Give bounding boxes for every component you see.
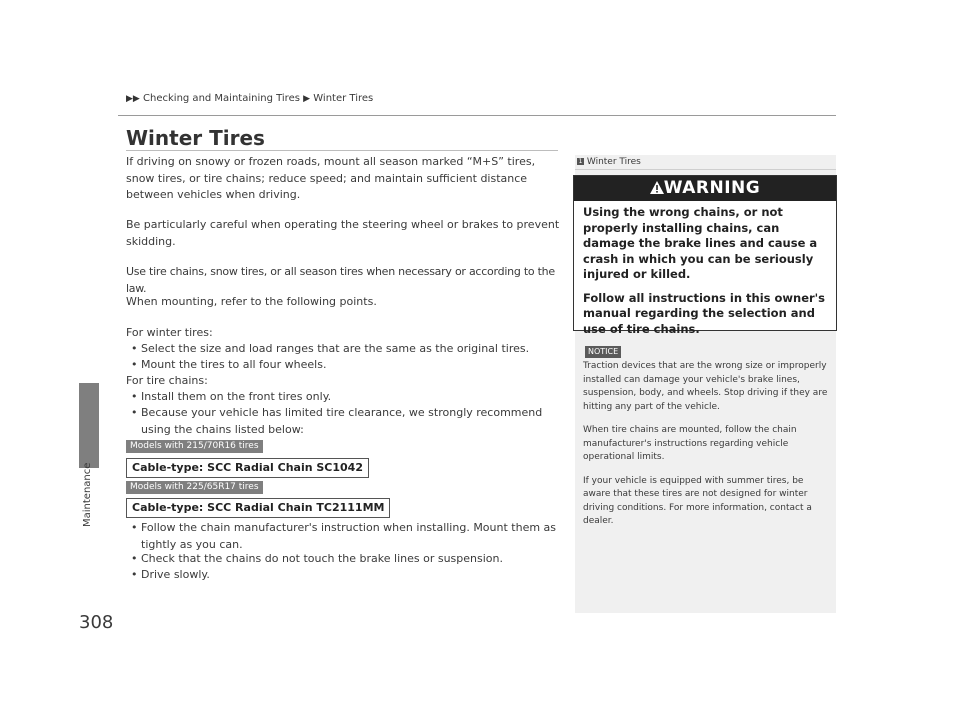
warning-text: Using the wrong chains, or not properly installing chains, can damage the brake lines and cause a crash in which you can be seriously injured or killed. Follow all instructions in this owner's manual regarding the selection and use of tire chains. xyxy=(583,205,826,336)
header-divider xyxy=(118,115,836,116)
model-tag: Models with 225/65R17 tires xyxy=(126,481,263,494)
page-number: 308 xyxy=(79,612,114,633)
list-item: • Follow the chain manufacturer's instruction when installing. Mount them as tightly as you can. xyxy=(131,521,557,551)
title-underline xyxy=(126,150,558,151)
list-item: • Select the size and load ranges that are the same as the original tires. xyxy=(131,342,530,355)
breadcrumb-current: Winter Tires xyxy=(313,93,374,104)
list-item: • Drive slowly. xyxy=(131,568,210,581)
list-item: • Install them on the front tires only. xyxy=(131,390,332,403)
caution-paragraph: Be particularly careful when operating the steering wheel or brakes to prevent skidding. xyxy=(126,218,560,248)
reference-icon: 1 xyxy=(578,158,583,165)
mounting-paragraph: When mounting, refer to the following points. xyxy=(126,295,377,308)
list-item: • Check that the chains do not touch the brake lines or suspension. xyxy=(131,552,503,565)
warning-triangle-icon xyxy=(650,181,664,194)
chain-spec-box: Cable-type: SCC Radial Chain SC1042 xyxy=(126,458,369,478)
list-item: • Because your vehicle has limited tire clearance, we strongly recommend using the chains listed below: xyxy=(131,406,543,436)
breadcrumb xyxy=(126,93,373,104)
law-paragraph: Use tire chains, snow tires, or all season tires when necessary or according to the law. xyxy=(126,265,555,295)
model-tag: Models with 215/70R16 tires xyxy=(126,440,263,453)
section-tab xyxy=(79,383,99,468)
breadcrumb-arrow-icon: ▶ xyxy=(303,94,311,104)
tire-chains-heading: For tire chains: xyxy=(126,374,208,387)
sidebar-heading[interactable]: 1 Winter Tires xyxy=(578,157,641,167)
warning-title: WARNING xyxy=(574,176,836,201)
sidebar-heading-rule xyxy=(575,169,836,170)
winter-tires-heading: For winter tires: xyxy=(126,326,213,339)
notice-label: NOTICE xyxy=(585,346,621,358)
chain-spec-box: Cable-type: SCC Radial Chain TC2111MM xyxy=(126,498,390,518)
intro-paragraph: If driving on snowy or frozen roads, mount all season marked “M+S” tires, snow tires, or tire chains; reduce speed; and maintain sufficient distance between vehicles when driving. xyxy=(126,155,536,201)
notice-text: Traction devices that are the wrong size or improperly installed can damage your vehicle's brake lines, suspension, body, and wheels. Stop driving if they are hitting any part of the vehicle. When tire chains are mounted, follow the chain manufacturer's instructions regarding vehicle operational limits. If your vehicle is equipped with summer tires, be aware that these tires are not designed for winter driving conditions. For more information, contact a dealer. xyxy=(583,361,828,526)
section-label: Maintenance xyxy=(82,462,93,527)
page-title: Winter Tires xyxy=(126,126,265,150)
list-item: • Mount the tires to all four wheels. xyxy=(131,358,327,371)
breadcrumb-link-tires[interactable]: Checking and Maintaining Tires xyxy=(143,93,300,104)
breadcrumb-arrow-icon: ▶▶ xyxy=(126,94,140,104)
